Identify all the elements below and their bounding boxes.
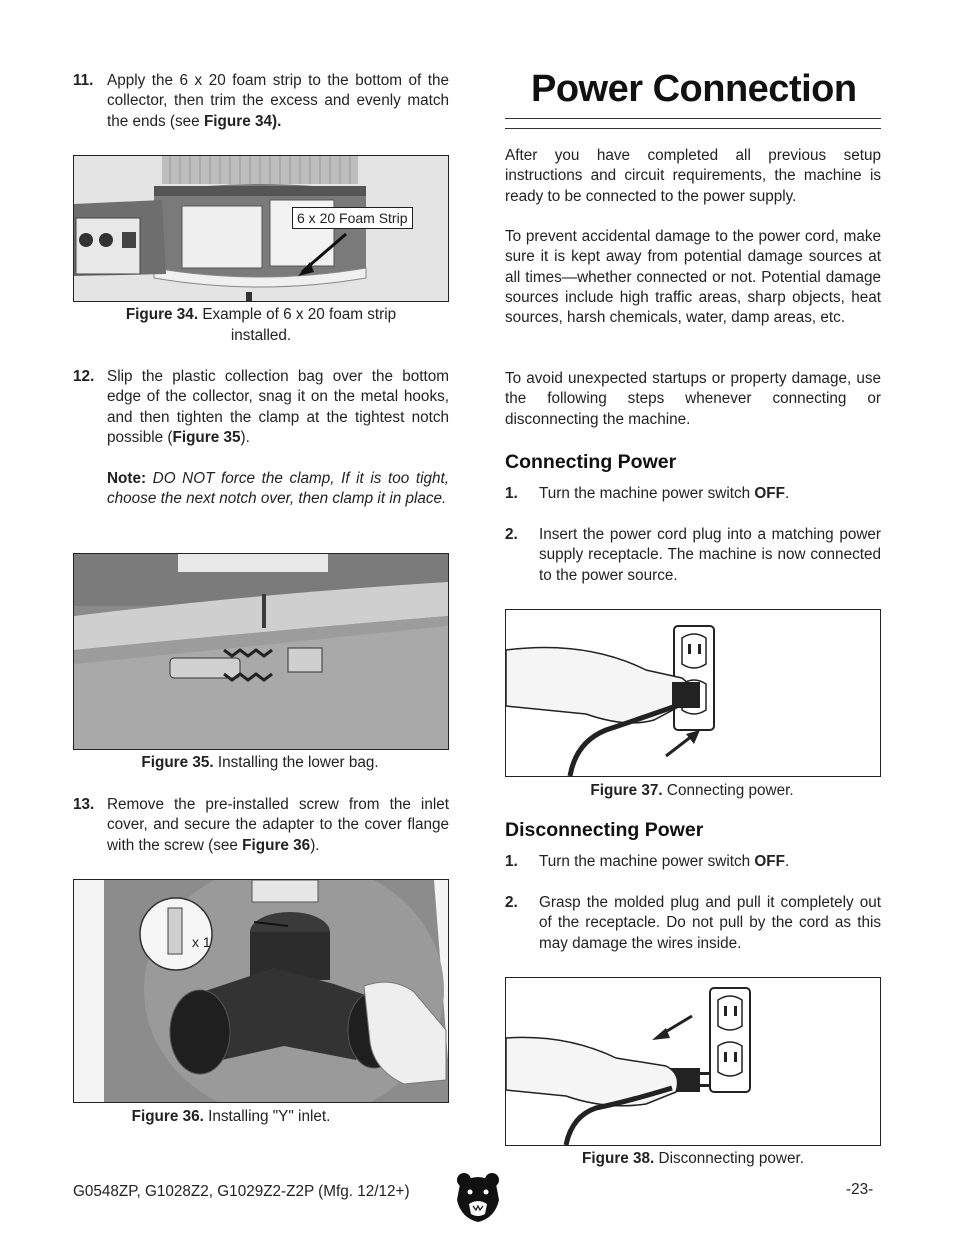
step-text: Turn the machine power switch OFF. xyxy=(539,485,790,502)
step-number: 2. xyxy=(505,894,518,911)
page-number: -23- xyxy=(846,1181,874,1198)
screw-quantity-label: x 1 xyxy=(192,934,211,950)
bear-logo-icon xyxy=(455,1170,501,1222)
note: Note: DO NOT force the clamp, If it is too tight, choose the next notch over, then clamp it in place. xyxy=(107,470,449,508)
figure-38-caption: Figure 38. Disconnecting power. xyxy=(582,1150,804,1167)
title-rule-top xyxy=(505,118,881,119)
figure-37-caption: Figure 37. Connecting power. xyxy=(590,782,794,799)
disconnecting-step-2 xyxy=(505,893,881,954)
lower-bag-illustration xyxy=(74,554,448,749)
figure-34-image xyxy=(73,155,449,302)
damage-paragraph: To prevent accidental damage to the power cord, make sure it is kept away from potential damage sources at all times—whether connected or not. Potential damage sources include high traffic areas, sharp objects, heat sources, harsh chemicals, water, damp areas, etc. xyxy=(505,228,881,327)
disconnecting-step-1 xyxy=(505,852,881,872)
step-number: 2. xyxy=(505,526,518,543)
step-text: Remove the pre-installed screw from the inlet cover, and secure the adapter to the cover flange with the screw (see Figure 36). xyxy=(107,796,449,854)
footer-models: G0548ZP, G1028Z2, G1029Z2-Z2P (Mfg. 12/12+) xyxy=(73,1183,410,1200)
foam-strip-callout: 6 x 20 Foam Strip xyxy=(292,207,413,229)
figure-36-image xyxy=(73,879,449,1103)
y-inlet-illustration xyxy=(74,880,448,1102)
step-13 xyxy=(73,795,449,856)
step-number: 12. xyxy=(73,368,95,385)
figure-35-image xyxy=(73,553,449,750)
intro-paragraph: After you have completed all previous setup instructions and circuit requirements, the machine is ready to be connected to the power supply. xyxy=(505,147,881,205)
disconnecting-power-heading: Disconnecting Power xyxy=(505,819,704,841)
step-text: Apply the 6 x 20 foam strip to the bottom of the collector, then trim the excess and evenly match the ends (see Figure 34). xyxy=(107,72,449,130)
step-11 xyxy=(73,71,449,132)
connecting-step-2 xyxy=(505,525,881,586)
step-text: Turn the machine power switch OFF. xyxy=(539,853,790,870)
figure-37-image xyxy=(505,609,881,777)
figure-35-caption: Figure 35. Installing the lower bag. xyxy=(141,754,379,771)
step-text: Insert the power cord plug into a matching power supply receptacle. The machine is now connected to the power source. xyxy=(539,526,881,584)
connecting-plug-illustration xyxy=(506,610,880,776)
step-text: Grasp the molded plug and pull it completely out of the receptacle. Do not pull by the cord as this may damage the wires inside. xyxy=(539,894,881,952)
page-title: Power Connection xyxy=(531,68,857,110)
startup-paragraph: To avoid unexpected startups or property damage, use the following steps whenever connecting or disconnecting the machine. xyxy=(505,370,881,428)
step-number: 11. xyxy=(73,72,94,89)
disconnecting-plug-illustration xyxy=(506,978,880,1145)
step-number: 13. xyxy=(73,796,95,813)
connecting-power-heading: Connecting Power xyxy=(505,451,677,473)
step-number: 1. xyxy=(505,485,518,502)
figure-36-caption: Figure 36. Installing "Y" inlet. xyxy=(131,1108,331,1125)
title-rule-bottom xyxy=(505,128,881,129)
step-number: 1. xyxy=(505,853,518,870)
figure-34-caption: Figure 34. Example of 6 x 20 foam strip installed. xyxy=(125,306,397,344)
step-text: Slip the plastic collection bag over the bottom edge of the collector, snag it on the metal hooks, and then tighten the clamp at the tightest notch possible (Figure 35). xyxy=(107,368,449,446)
step-12 xyxy=(73,367,449,448)
connecting-step-1 xyxy=(505,484,881,504)
figure-38-image xyxy=(505,977,881,1146)
